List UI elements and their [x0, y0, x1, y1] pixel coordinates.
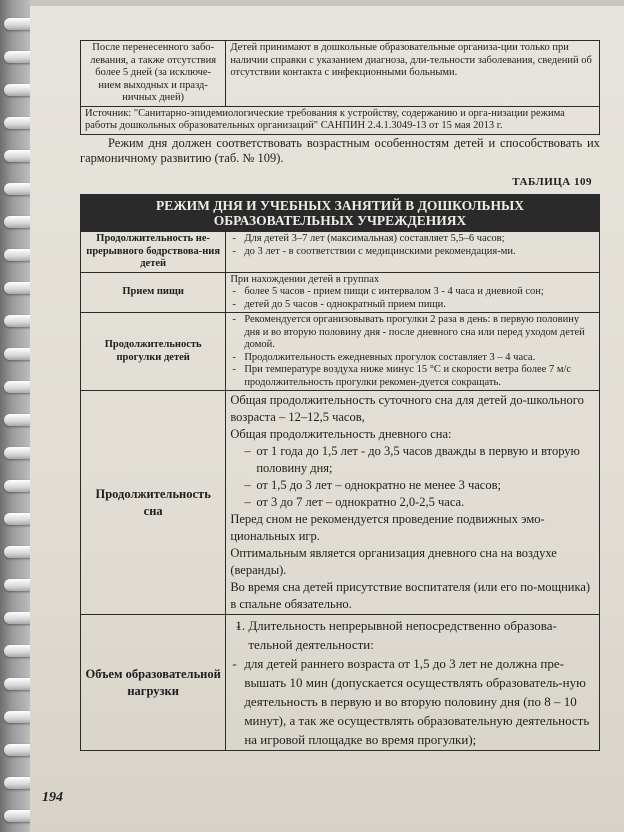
sleep-p3: Перед сном не рекомендуется проведение подвижных эмо-циональных игр. — [230, 512, 545, 543]
main-table — [80, 194, 600, 751]
row-label-walk: Продолжительность прогулки детей — [81, 313, 226, 391]
row-label-wake: Продолжительность не-прерывного бодрствова-ния детей — [81, 232, 226, 273]
table-row — [81, 232, 600, 273]
list-item: - до 3 лет - в соответствии с медицинскими рекомендация-ми. — [244, 246, 595, 259]
sleep-p4: Оптимальным является организация дневного сна на воздухе (веранды). — [230, 546, 557, 577]
load-n1: Длительность непрерывной непосредственно образова-тельной деятельности: — [248, 618, 557, 652]
row-label-load: Объем образовательной нагрузки — [81, 615, 226, 751]
list-item: – от 1,5 до 3 лет – однократно не менее 3 часов; — [256, 477, 595, 494]
list-item: - детей до 5 часов - однократный прием пищи. — [244, 299, 595, 312]
table-banner: РЕЖИМ ДНЯ И УЧЕБНЫХ ЗАНЯТИЙ В ДОШКОЛЬНЫХ ОБРАЗОВАТЕЛЬНЫХ УЧРЕЖДЕНИЯХ — [81, 195, 600, 232]
table-row — [81, 313, 600, 391]
table-row — [81, 615, 600, 751]
list-item: - для детей раннего возраста от 1,5 до 3 лет не должна пре-вышать 10 мин (допускается осуществлять образователь-ную деятельность в первую и во вторую половину дня (по 8 – 10 минут), а так же осуществлять образовательную деятельность на игровой площадке во время прогулки); — [244, 654, 595, 749]
table-caption: ТАБЛИЦА 109 — [512, 176, 592, 188]
list-item: - При температуре воздуха ниже минус 15 °С и скорости ветра более 7 м/с продолжительность прогулки рекомен-дуется сокращать. — [244, 364, 595, 389]
list-item: - Рекомендуется организовывать прогулки 2 раза в день: в первую половину дня и во вторую половину дня - после дневного сна или перед уходом детей домой. — [244, 314, 595, 352]
table-row — [81, 272, 600, 313]
page-number: 194 — [42, 790, 63, 805]
row-label-sleep: Продолжительность сна — [81, 391, 226, 615]
top-table-left: После перенесенного забо-левания, а также отсутствия более 5 дней (за исключе-нием выходных и празд-ничных дней) — [81, 41, 226, 107]
top-table — [80, 40, 600, 135]
sleep-p2: Общая продолжительность дневного сна: — [230, 427, 452, 441]
list-item: - более 5 часов - прием пищи с интервалом 3 - 4 часа и дневной сон; — [244, 286, 595, 299]
meal-lead: При нахождении детей в группах — [230, 273, 380, 285]
list-item: – от 3 до 7 лет – однократно 2,0-2,5 часа. — [256, 494, 595, 511]
row-label-meal: Прием пищи — [81, 272, 226, 313]
list-item: - Для детей 3–7 лет (максимальная) составляет 5,5–6 часов; — [244, 233, 595, 246]
list-item: - Продолжительность ежедневных прогулок составляет 3 – 4 часа. — [244, 352, 595, 365]
top-table-right: Детей принимают в дошкольные образовательные организа-ции только при наличии справки с указанием диагноза, дли-тельности заболевания, сведений об отсутствии контакта с инфекционными больными. — [226, 41, 600, 107]
sleep-p1: Общая продолжительность суточного сна для детей до-школьного возраста – 12–12,5 часов, — [230, 393, 584, 424]
list-item: – от 1 года до 1,5 лет - до 3,5 часов дважды в первую и вторую половину дня; — [256, 443, 595, 477]
load-item-1 — [248, 616, 595, 654]
intro-paragraph: Режим дня должен соответствовать возрастным особенностям детей и способствовать их гармоничному развитию (таб. № 109). — [80, 136, 600, 165]
sleep-p5: Во время сна детей присутствие воспитателя (или его по-мощника) в спальне обязательно. — [230, 580, 591, 611]
source-note: Источник: "Санитарно-эпидемиологические требования к устройству, содержанию и орга-низации режима работы дошкольных образовательных организаций" САНПИН 2.4.1.3049-13 от 15 мая 2013 г. — [81, 106, 600, 134]
table-row — [81, 391, 600, 615]
